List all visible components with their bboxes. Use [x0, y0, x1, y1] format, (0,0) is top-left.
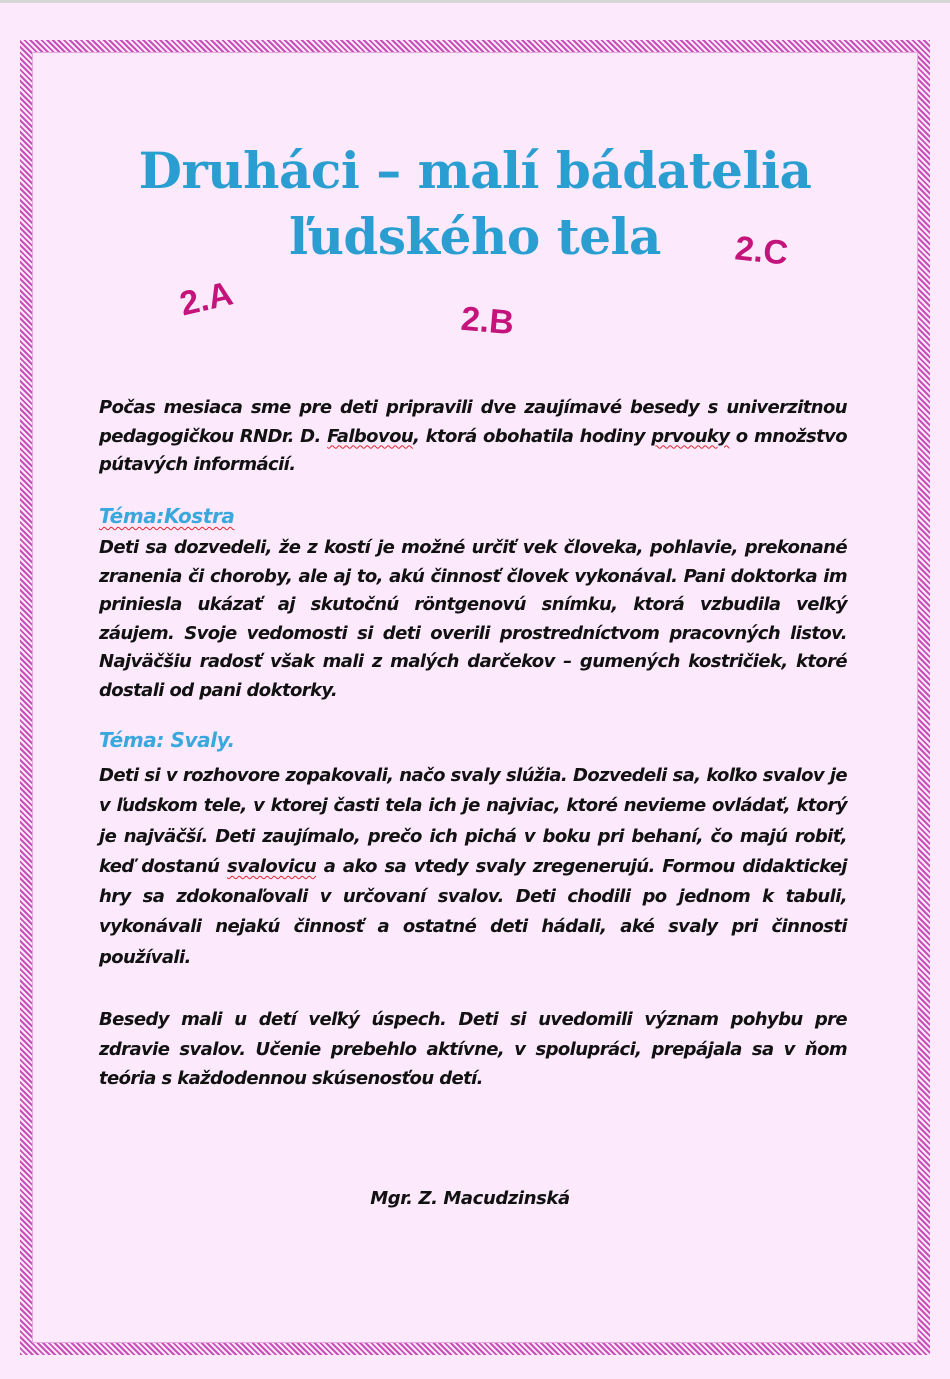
intro-text-3: o množstvo pútavých informácií.	[99, 425, 847, 475]
section-heading-kostra	[99, 504, 235, 528]
svaly-word-spellcheck[interactable]: svalovicu	[227, 855, 317, 877]
class-label-2b: 2.B	[459, 299, 516, 343]
intro-text-2: , ktorá obohatila hodiny	[413, 425, 652, 447]
section-paragraph-svaly	[99, 761, 847, 973]
intro-text-1: Počas mesiaca sme pre deti pripravili dve zaujímavé besedy s univerzitnou pedagogičkou RNDr. D.	[99, 397, 847, 447]
svaly-text-1: Deti si v rozhovore zopakovali, načo svaly slúžia. Dozvedeli sa, koľko svalov je v ľudskom tele, v ktorej časti tela ich je najviac, ktoré nevieme ovládať, ktorý je najväčší. Deti zaujímalo, prečo ich pichá v boku pri behaní, čo majú robiť, keď dostanú	[99, 765, 847, 877]
svaly-text-2: a ako sa vtedy svaly zregenerujú. Formou didaktickej hry sa zdokonaľovali v určovaní svalov. Deti chodili po jednom k tabuli, vykonávali nejakú činnosť a ostatné deti hádali, aké svaly pri činnosti používali.	[99, 855, 847, 968]
author-signature: Mgr. Z. Macudzinská	[370, 1188, 570, 1209]
section-heading-svaly: Téma: Svaly.	[99, 728, 235, 752]
class-label-2a: 2.A	[176, 274, 237, 324]
window-top-edge	[0, 0, 950, 3]
class-label-2c: 2.C	[733, 229, 790, 273]
section-paragraph-kostra: Deti sa dozvedeli, že z kostí je možné určiť vek človeka, pohlavie, prekonané zranenia či choroby, ale aj to, akú činnosť človek vykonával. Pani doktorka im priniesla ukázať aj skutočnú röntgenovú snímku, ktorá vzbudila veľký záujem. Svoje vedomosti si deti overili prostredníctvom pracovných listov. Najväčšiu radosť však mali z malých darčekov – gumených kostričiek, ktoré dostali od pani doktorky.	[99, 537, 847, 701]
intro-name-spellcheck[interactable]: Falbovou	[327, 425, 414, 447]
page-title	[0, 138, 950, 270]
section-heading-kostra-text[interactable]: Téma:Kostra	[99, 504, 235, 528]
closing-paragraph: Besedy mali u detí veľký úspech. Deti si uvedomili význam pohybu pre zdravie svalov. Učenie prebehlo aktívne, v spolupráci, prepájala sa v ňom teória s každodennou skúsenosťou detí.	[99, 1009, 847, 1089]
page-title-line-1: Druháci – malí bádatelia	[138, 141, 812, 200]
page-title-line-2: ľudského tela	[289, 207, 661, 266]
intro-paragraph	[99, 394, 847, 480]
intro-subject-spellcheck[interactable]: prvouky	[651, 425, 730, 447]
